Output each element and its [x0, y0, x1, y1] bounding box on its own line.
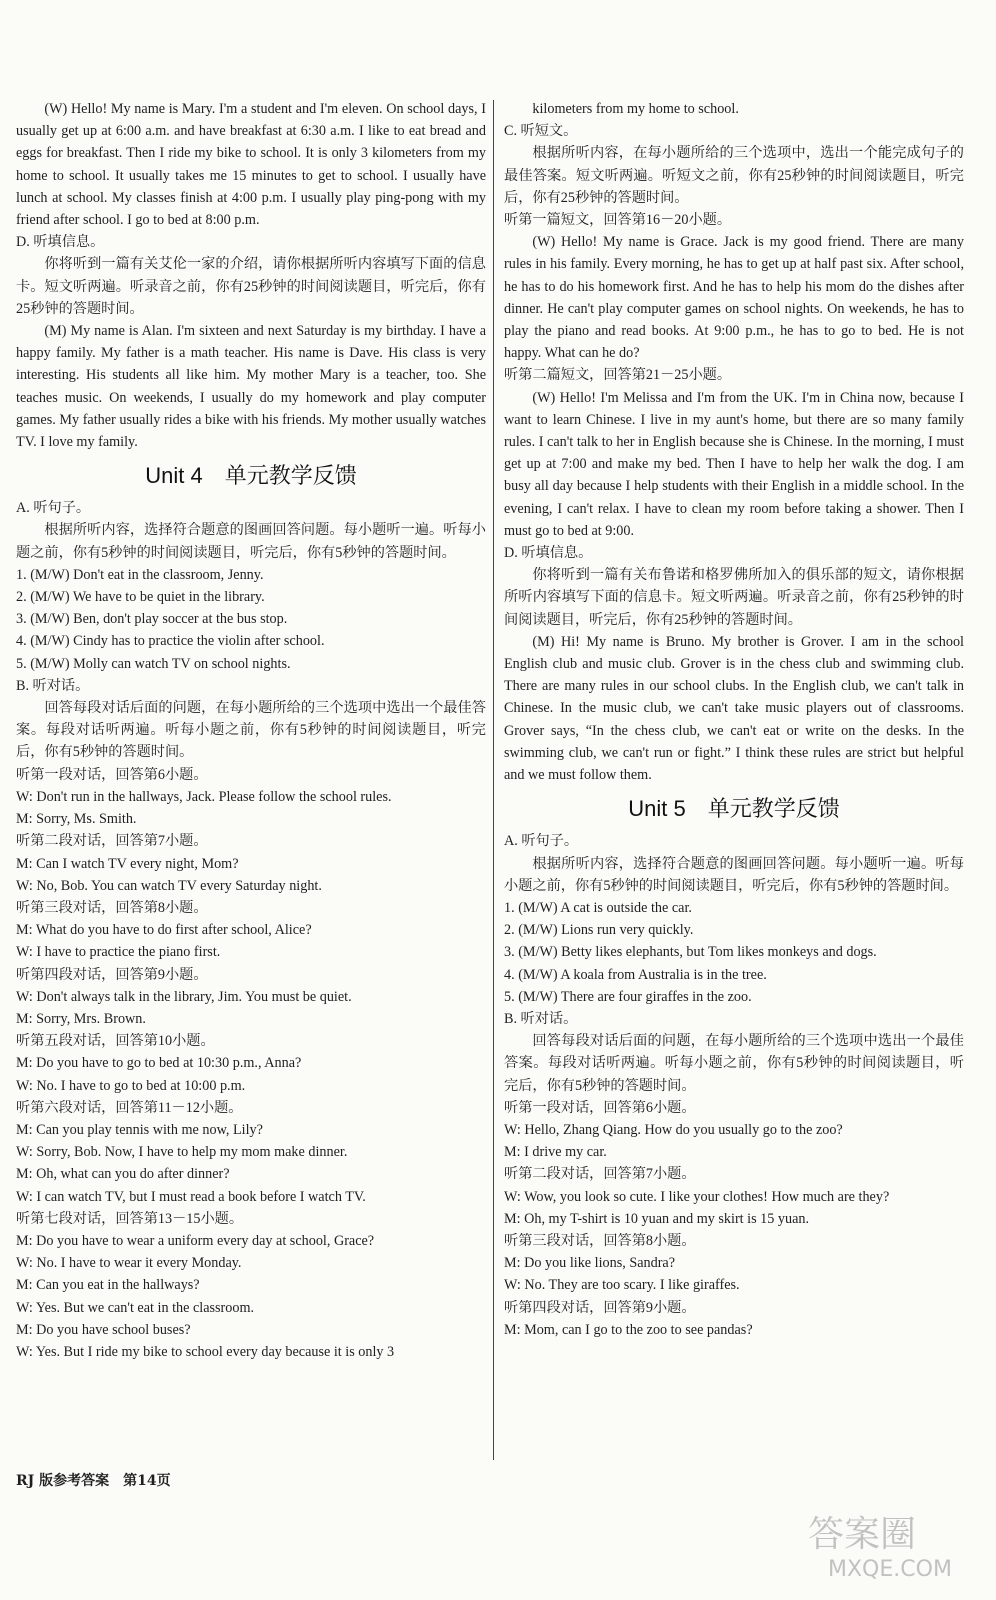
text-paragraph: 听第一篇短文，回答第16－20小题。 [504, 212, 732, 229]
text-paragraph: M: Sorry, Mrs. Brown. [16, 1010, 146, 1027]
text-paragraph: A. 听句子。 [16, 500, 91, 517]
svg-text:MXQE.COM: MXQE.COM [828, 1557, 952, 1582]
text-paragraph: A. 听句子。 [504, 833, 579, 850]
text-paragraph: 听第二篇短文，回答第21－25小题。 [504, 367, 732, 384]
text-paragraph: (W) Hello! My name is Mary. I'm a student and I'm eleven. On school days, I usually get up at 6:00 a.m. and have breakfast at 6:30 a.m. I like to eat bread and eggs for breakfast. Then I ride my bike to school. It is only 3 kilometers from my home to school. It usually takes me 15 minutes to get to school. I usually have lunch at school. My classes finish at 4:00 p.m. I usually play ping-pong with my friend after school. I go to bed at 8:00 p.m. [16, 101, 486, 229]
text-paragraph: 你将听到一篇有关艾伦一家的介绍，请你根据所听内容填写下面的信息卡。短文听两遍。听录音之前，你有25秒钟的时间阅读题目，听完后，你有25秒钟的答题时间。 [16, 256, 486, 317]
watermark-logo [798, 1504, 978, 1584]
text-paragraph: W: No. I have to go to bed at 10:00 p.m. [16, 1077, 246, 1094]
text-paragraph: 3. (M/W) Ben, don't play soccer at the bus stop. [16, 611, 288, 628]
text-paragraph: 5. (M/W) Molly can watch TV on school nights. [16, 655, 291, 672]
text-paragraph: M: Do you have to wear a uniform every day at school, Grace? [16, 1232, 375, 1249]
text-paragraph: 听第二段对话，回答第7小题。 [16, 833, 208, 850]
text-paragraph: D. 听填信息。 [16, 234, 105, 251]
text-paragraph: M: I drive my car. [504, 1144, 607, 1161]
text-paragraph: M: Can I watch TV every night, Mom? [16, 855, 239, 872]
right-column [504, 98, 964, 1341]
text-paragraph: 根据所听内容，在每小题所给的三个选项中，选出一个能完成句子的最佳答案。短文听两遍。听短文之前，你有25秒钟的时间阅读题目，听完后，你有25秒钟的答题时间。 [504, 145, 964, 206]
text-paragraph: 2. (M/W) We have to be quiet in the library. [16, 589, 265, 606]
text-paragraph: B. 听对话。 [16, 677, 90, 694]
text-paragraph: W: No, Bob. You can watch TV every Saturday night. [16, 877, 322, 894]
svg-text:答案圈: 答案圈 [808, 1514, 917, 1555]
text-paragraph: 听第一段对话，回答第6小题。 [16, 766, 208, 783]
text-paragraph: 1. (M/W) Don't eat in the classroom, Jenny. [16, 566, 264, 583]
text-paragraph: 回答每段对话后面的问题，在每小题所给的三个选项中选出一个最佳答案。每段对话听两遍。听每小题之前，你有5秒钟的时间阅读题目，听完后，你有5秒钟的答题时间。 [504, 1033, 964, 1094]
text-paragraph: 听第六段对话，回答第11－12小题。 [16, 1099, 243, 1116]
page-footer: RJ 版参考答案 第14页 [16, 1473, 171, 1489]
text-paragraph: M: Oh, my T-shirt is 10 yuan and my skirt is 15 yuan. [504, 1210, 810, 1227]
text-paragraph: C. 听短文。 [504, 123, 578, 140]
text-paragraph: W: Don't run in the hallways, Jack. Please follow the school rules. [16, 788, 392, 805]
text-paragraph: 3. (M/W) Betty likes elephants, but Tom likes monkeys and dogs. [504, 944, 877, 961]
text-paragraph: M: Sorry, Ms. Smith. [16, 811, 137, 828]
text-paragraph: (W) Hello! I'm Melissa and I'm from the UK. I'm in China now, because I want to learn Chinese. I live in my aunt's home, but there are so many family rules. I can't talk to her in English because she is Chinese. In the morning, I must get up at 7:00 and make my bed. Then I have to help her walk the dog. I am busy all day because I help students with their English in a middle school. In the evening, I can't relax. I have to clean my room before taking a shower. Then I must go to bed at 9:00. [504, 389, 964, 539]
text-paragraph: W: Wow, you look so cute. I like your clothes! How much are they? [504, 1188, 890, 1205]
text-paragraph: M: Mom, can I go to the zoo to see pandas? [504, 1321, 753, 1338]
text-paragraph: D. 听填信息。 [504, 545, 593, 562]
unit-heading: Unit 4 单元教学反馈 [145, 463, 357, 489]
text-paragraph: B. 听对话。 [504, 1010, 578, 1027]
text-paragraph: W: I have to practice the piano first. [16, 944, 221, 961]
text-paragraph: 1. (M/W) A cat is outside the car. [504, 899, 692, 916]
text-paragraph: 听第四段对话，回答第9小题。 [504, 1299, 696, 1316]
unit-heading: Unit 5 单元教学反馈 [628, 796, 840, 822]
text-paragraph: 听第五段对话，回答第10小题。 [16, 1033, 215, 1050]
text-paragraph: 听第二段对话，回答第7小题。 [504, 1166, 696, 1183]
text-paragraph: 听第四段对话，回答第9小题。 [16, 966, 208, 983]
text-paragraph: M: Oh, what can you do after dinner? [16, 1166, 230, 1183]
text-paragraph: W: Yes. But I ride my bike to school every day because it is only 3 [16, 1343, 395, 1360]
text-paragraph: 听第三段对话，回答第8小题。 [16, 899, 208, 916]
text-paragraph: kilometers from my home to school. [532, 101, 739, 117]
text-paragraph: (M) My name is Alan. I'm sixteen and next Saturday is my birthday. I have a happy family. My father is a math teacher. His name is Dave. His class is very interesting. His students all like him. My mother Mary is a teacher, too. She teaches music. On weekends, I usually do my homework and play computer games. My father usually rides a bike with his friends. My mother usually watches TV. I love my family. [16, 323, 486, 451]
text-paragraph: W: No. I have to wear it every Monday. [16, 1255, 242, 1272]
text-paragraph: 2. (M/W) Lions run very quickly. [504, 922, 694, 939]
text-paragraph: W: No. They are too scary. I like giraffes. [504, 1277, 740, 1294]
text-paragraph: 根据所听内容，选择符合题意的图画回答问题。每小题听一遍。听每小题之前，你有5秒钟的时间阅读题目，听完后，你有5秒钟的答题时间。 [504, 855, 964, 894]
text-paragraph: 5. (M/W) There are four giraffes in the zoo. [504, 988, 752, 1005]
text-paragraph: 根据所听内容，选择符合题意的图画回答问题。每小题听一遍。听每小题之前，你有5秒钟的时间阅读题目，听完后，你有5秒钟的答题时间。 [16, 522, 486, 561]
text-paragraph: 回答每段对话后面的问题，在每小题所给的三个选项中选出一个最佳答案。每段对话听两遍。听每小题之前，你有5秒钟的时间阅读题目，听完后，你有5秒钟的答题时间。 [16, 700, 486, 761]
text-paragraph: M: Can you play tennis with me now, Lily? [16, 1121, 263, 1138]
left-column [16, 98, 486, 1363]
text-paragraph: W: Sorry, Bob. Now, I have to help my mom make dinner. [16, 1144, 348, 1161]
text-paragraph: 4. (M/W) Cindy has to practice the violin after school. [16, 633, 325, 650]
text-paragraph: 4. (M/W) A koala from Australia is in the tree. [504, 966, 767, 983]
text-paragraph: M: What do you have to do first after school, Alice? [16, 922, 312, 939]
text-paragraph: 听第七段对话，回答第13－15小题。 [16, 1210, 244, 1227]
text-paragraph: 听第三段对话，回答第8小题。 [504, 1232, 696, 1249]
text-paragraph: M: Can you eat in the hallways? [16, 1277, 200, 1294]
text-paragraph: 听第一段对话，回答第6小题。 [504, 1099, 696, 1116]
column-divider [493, 100, 494, 1460]
text-paragraph: W: Yes. But we can't eat in the classroom. [16, 1299, 255, 1316]
text-paragraph: W: Hello, Zhang Qiang. How do you usually go to the zoo? [504, 1121, 843, 1138]
text-paragraph: M: Do you have school buses? [16, 1321, 191, 1338]
text-paragraph: 你将听到一篇有关布鲁诺和格罗佛所加入的俱乐部的短文，请你根据所听内容填写下面的信息卡。短文听两遍。听录音之前，你有25秒钟的时间阅读题目，听完后，你有25秒钟的答题时间。 [504, 567, 964, 628]
text-paragraph: W: Don't always talk in the library, Jim. You must be quiet. [16, 988, 352, 1005]
text-paragraph: (W) Hello! My name is Grace. Jack is my good friend. There are many rules in his family. Every morning, he has to get up at half past six. After school, he has to do his homework first. And he has to help his mom do the dishes after dinner. He can't play computer games on school nights. On weekends, he has to play the piano and read books. At 9:00 p.m., he has to go to bed. He is not happy. What can he do? [504, 234, 964, 362]
text-paragraph: M: Do you have to go to bed at 10:30 p.m., Anna? [16, 1055, 302, 1072]
text-paragraph: M: Do you like lions, Sandra? [504, 1255, 676, 1272]
text-paragraph: W: I can watch TV, but I must read a book before I watch TV. [16, 1188, 366, 1205]
text-paragraph: (M) Hi! My name is Bruno. My brother is Grover. I am in the school English club and music club. Grover is in the chess club and swimming club. There are many rules in our school clubs. In the English club, we can't talk in Chinese. In the music club, we can't take music players out of classrooms. Grover says, “In the chess club, we can't eat or write on the desks. In the swimming club, we can't run or fight.” I think these rules are strict but helpful and we must follow them. [504, 633, 964, 784]
